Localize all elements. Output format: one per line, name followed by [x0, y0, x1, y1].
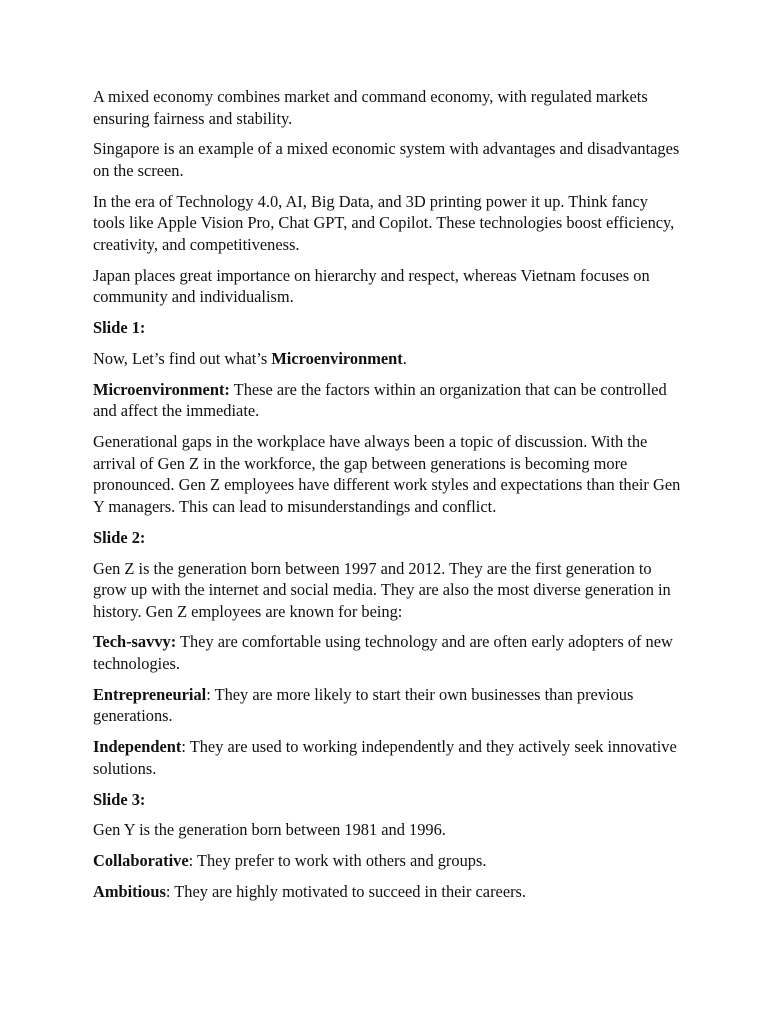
definition-text: These are the factors within an organization that can be controlled and affect the immediate.	[93, 379, 667, 421]
entrepreneurial-term: Entrepreneurial	[93, 684, 207, 704]
paragraph-entrepreneurial	[93, 684, 683, 727]
paragraph-tech-savvy	[93, 631, 683, 674]
paragraph-technology: In the era of Technology 4.0, AI, Big Data, and 3D printing power it up. Think fancy tools like Apple Vision Pro, Chat GPT, and Copilot. These technologies boost efficiency, creativity, and competitiveness.	[93, 191, 675, 254]
paragraph-gen-y: Gen Y is the generation born between 1981 and 1996.	[93, 820, 446, 840]
paragraph-japan-vietnam: Japan places great importance on hierarchy and respect, whereas Vietnam focuses on community and individualism.	[93, 265, 650, 307]
paragraph-microenvironment-intro	[93, 348, 683, 370]
tech-savvy-term: Tech-savvy:	[93, 632, 177, 652]
ambitious-term: Ambitious	[93, 882, 166, 902]
collaborative-term: Collaborative	[93, 851, 189, 871]
definition-term: Microenvironment:	[93, 379, 230, 399]
ambitious-text: : They are highly motivated to succeed in their careers.	[165, 882, 527, 902]
slide-2-heading	[93, 527, 683, 549]
paragraph-independent	[93, 736, 683, 779]
slide-3-heading	[93, 789, 683, 811]
document-page	[93, 86, 683, 912]
independent-term: Independent	[93, 737, 182, 757]
paragraph-microenvironment-definition	[93, 379, 683, 422]
paragraph-ambitious	[93, 881, 683, 903]
slide-1-heading	[93, 317, 683, 339]
collaborative-text: : They prefer to work with others and groups.	[188, 851, 487, 871]
paragraph-mixed-economy: A mixed economy combines market and command economy, with regulated markets ensuring fairness and stability.	[93, 87, 648, 128]
intro-prefix: Now, Let’s find out what’s	[93, 348, 272, 368]
slide-2-heading-text: Slide 2:	[93, 527, 146, 547]
paragraph-generational-gaps: Generational gaps in the workplace have always been a topic of discussion. With the arrival of Gen Z in the workforce, the gap between generations is becoming more pronounced. Gen Z employees have different work styles and expectations than their Gen Y managers. This can lead to misunderstandings and conflict.	[93, 432, 681, 516]
intro-term: Microenvironment	[271, 348, 403, 368]
independent-text: : They are used to working independently and they actively seek innovative solutions.	[93, 737, 677, 778]
paragraph-gen-z: Gen Z is the generation born between 1997 and 2012. They are the first generation to grow up with the internet and social media. They are also the most diverse generation in history. Gen Z employees are known for being:	[93, 558, 671, 621]
tech-savvy-text: They are comfortable using technology and are often early adopters of new technologies.	[93, 632, 673, 673]
intro-suffix: .	[402, 348, 407, 368]
slide-1-heading-text: Slide 1:	[93, 318, 146, 338]
slide-3-heading-text: Slide 3:	[93, 789, 146, 809]
entrepreneurial-text: : They are more likely to start their own businesses than previous generations.	[93, 684, 634, 726]
paragraph-collaborative	[93, 850, 683, 872]
paragraph-singapore: Singapore is an example of a mixed economic system with advantages and disadvantages on the screen.	[93, 139, 680, 180]
